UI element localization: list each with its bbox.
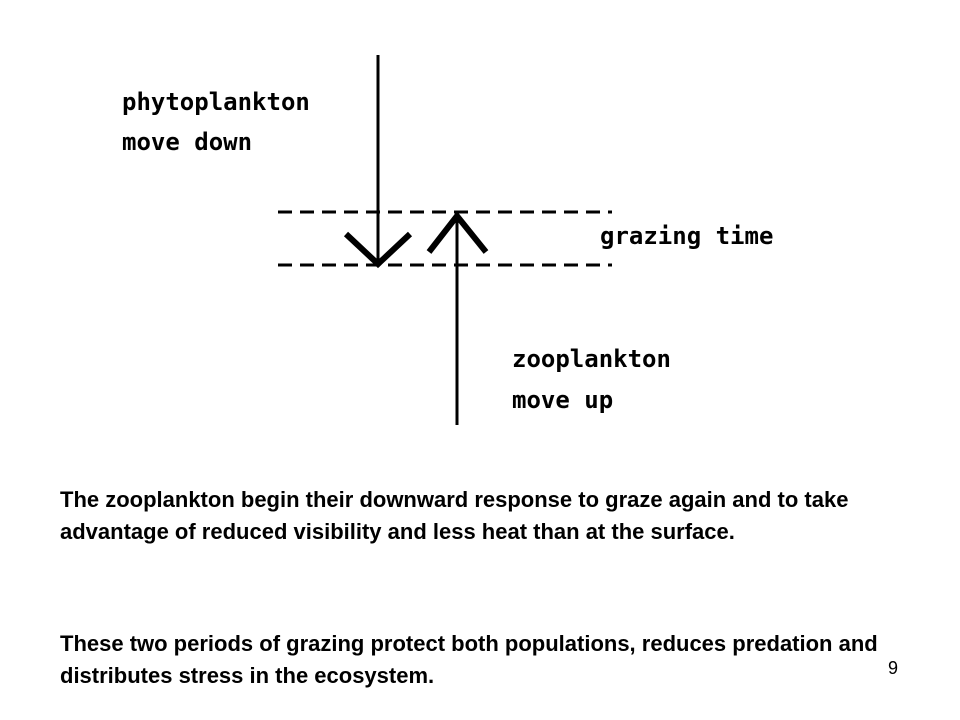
phytoplankton-label-line1: phytoplankton	[122, 88, 310, 116]
explanation-paragraph-2: These two periods of grazing protect both populations, reduces predation and distributes stress in the ecosystem.	[60, 631, 878, 688]
phytoplankton-label-line2: move down	[122, 128, 253, 156]
zooplankton-label-line2: move up	[512, 386, 614, 414]
page-number: 9	[888, 658, 899, 678]
grazing-time-label: grazing time	[600, 222, 774, 250]
zooplankton-label-line1: zooplankton	[512, 345, 671, 373]
explanation-paragraph-1: The zooplankton begin their downward response to graze again and to take advantage of reduced visibility and less heat than at the surface.	[60, 487, 849, 544]
